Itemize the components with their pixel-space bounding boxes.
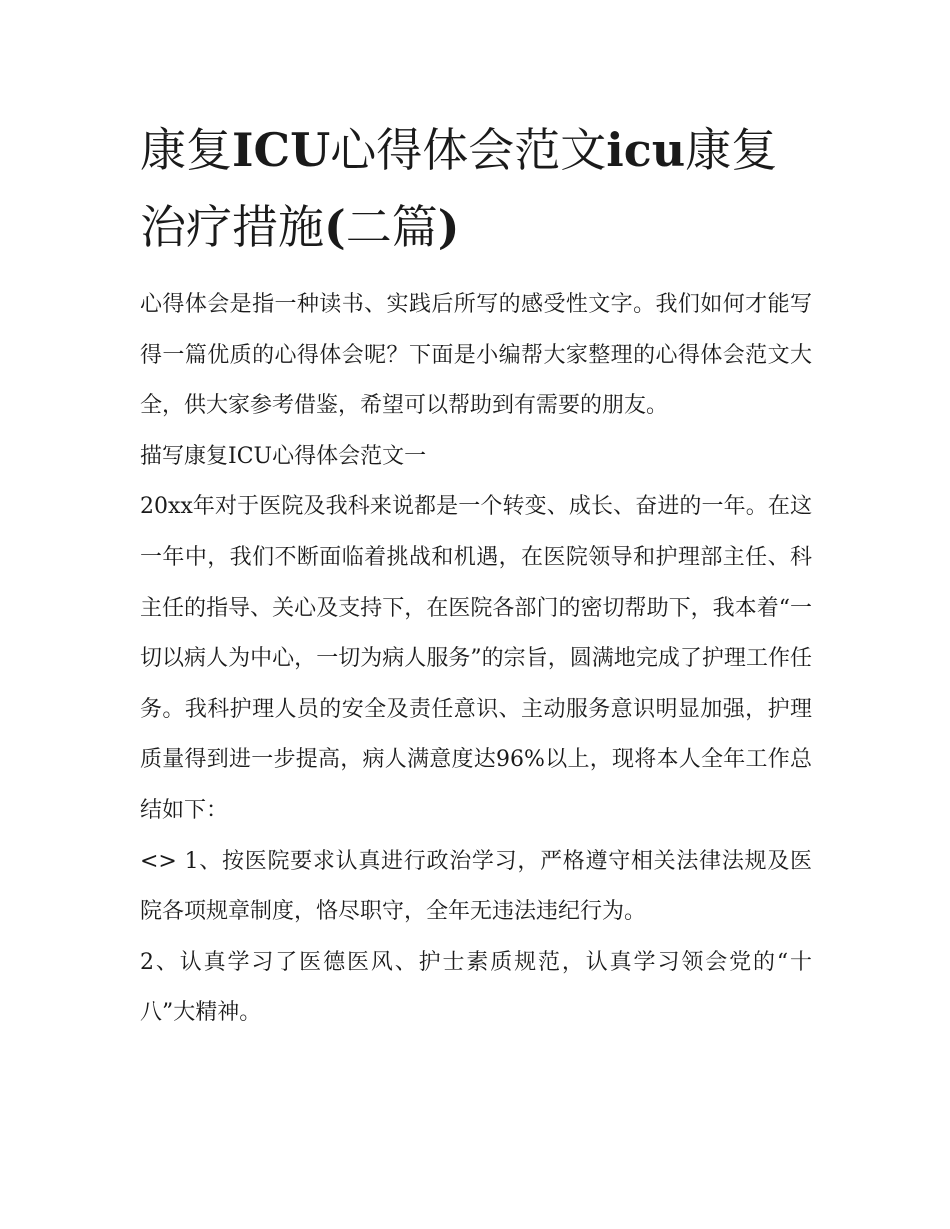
intro-paragraph: 心得体会是指一种读书、实践后所写的感受性文字。我们如何才能写得一篇优质的心得体会呢？下面是小编帮大家整理的心得体会范文大全，供大家参考借鉴，希望可以帮助到有需要的朋友。 — [140, 292, 812, 419]
document-title: 康复ICU心得体会范文icu康复治疗措施(二篇) — [140, 123, 778, 254]
summary-paragraph: 20xx年对于医院及我科来说都是一个转变、成长、奋进的一年。在这一年中，我们不断面临着挑战和机遇，在医院领导和护理部主任、科主任的指导、关心及支持下，在医院各部门的密切帮助下，我本着“一切以病人为中心，一切为病人服务”的宗旨，圆满地完成了护理工作任务。我科护理人员的安全及责任意识、主动服务意识明显加强，护理质量得到进一步提高，病人满意度达96%以上，现将本人全年工作总结如下： — [140, 494, 812, 823]
document-body — [140, 280, 812, 1039]
item-2-paragraph: 2、认真学习了医德医风、护士素质规范，认真学习领会党的“十八”大精神。 — [140, 949, 812, 1026]
item-1-paragraph: <> 1、按医院要求认真进行政治学习，严格遵守相关法律法规及医院各项规章制度，恪尽职守，全年无违法违纪行为。 — [140, 848, 812, 925]
document-page — [140, 112, 812, 1039]
section-heading: 描写康复ICU心得体会范文一 — [140, 443, 427, 469]
